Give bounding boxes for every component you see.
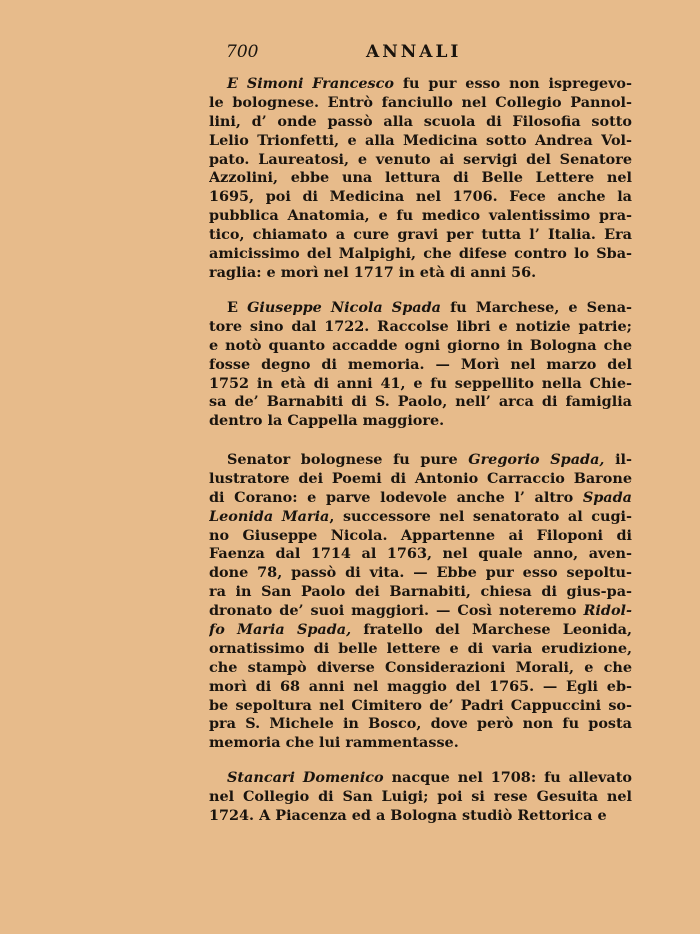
italic-name: fo Maria Spada,	[209, 621, 352, 639]
text-run: pato. Laureatosi, e venuto ai servigi del Senatore	[209, 150, 632, 168]
text-line	[209, 412, 632, 431]
text-line	[209, 489, 632, 508]
text-run: Faenza dal 1714 al 1763, nel quale anno, aven-	[209, 545, 632, 563]
text-line	[209, 564, 632, 583]
text-run: fosse degno di memoria. — Morì nel marzo del	[209, 355, 632, 373]
text-run: memoria che lui rammentasse.	[209, 734, 459, 752]
text-run: , successore nel senatorato al cugi-	[329, 507, 632, 525]
text-run: done 78, passò di vita. — Ebbe pur esso sepoltu-	[209, 564, 632, 582]
text-run: tico, chiamato a cure gravi per tutta l’ Italia. Era	[209, 226, 632, 244]
text-run: ornatissimo di belle lettere e di varia erudizione,	[209, 639, 632, 657]
text-line	[209, 659, 632, 678]
text-run: fratello del Marchese Leonida,	[351, 621, 632, 639]
paragraph-simoni	[209, 75, 632, 283]
page-number: 700	[226, 42, 259, 62]
paragraph-giuseppe-spada	[209, 299, 632, 431]
text-run: Azzolini, ebbe una lettura di Belle Lettere nel	[209, 169, 632, 187]
text-run: ra in San Paolo dei Barnabiti, chiesa di gius-pa-	[209, 583, 632, 601]
text-line	[209, 151, 632, 170]
text-line	[209, 356, 632, 375]
text-line	[209, 169, 632, 188]
text-line	[209, 678, 632, 697]
text-line	[209, 264, 632, 283]
running-head: ANNALI	[366, 42, 462, 62]
text-line	[209, 207, 632, 226]
text-run: 1724. A Piacenza ed a Bologna studiò Rettorica e	[209, 806, 607, 824]
text-run: Senator bolognese fu pure	[227, 451, 469, 468]
text-line	[209, 375, 632, 394]
text-run: di Corano: e parve lodevole anche l’ altro	[209, 488, 583, 506]
text-line	[209, 769, 632, 788]
text-line	[209, 527, 632, 546]
italic-name: Spada	[582, 488, 632, 506]
text-line	[209, 132, 632, 151]
text-run: no Giuseppe Nicola. Appartenne ai Filoponi di	[209, 526, 632, 544]
text-line	[209, 318, 632, 337]
text-line	[209, 451, 632, 470]
text-line	[209, 299, 632, 318]
text-run: 1752 in età di anni 41, e fu seppellito nella Chie-	[209, 374, 632, 392]
text-run: fu pur esso non ispregevo-	[394, 75, 632, 92]
text-line	[209, 788, 632, 807]
text-run: tore sino dal 1722. Raccolse libri e notizie patrie;	[209, 317, 632, 335]
text-line	[209, 545, 632, 564]
text-run: che stampò diverse Considerazioni Morali, e che	[209, 658, 632, 676]
text-line	[209, 602, 632, 621]
text-line	[209, 393, 632, 412]
text-line	[209, 621, 632, 640]
text-line	[209, 807, 632, 826]
text-line	[209, 337, 632, 356]
text-run: E	[227, 299, 248, 316]
text-run: 1695, poi di Medicina nel 1706. Fece anche la	[209, 188, 632, 206]
italic-name: Ridol-	[583, 602, 632, 620]
text-line	[209, 715, 632, 734]
text-line	[209, 75, 632, 94]
text-run: be sepoltura nel Cimitero de’ Padri Cappuccini so-	[209, 696, 632, 714]
italic-name: Leonida Maria	[209, 507, 330, 525]
text-line	[209, 508, 632, 527]
text-line	[209, 583, 632, 602]
text-line	[209, 470, 632, 489]
paragraph-stancari	[209, 769, 632, 826]
text-run: dentro la Cappella maggiore.	[209, 412, 445, 430]
text-run: pra S. Michele in Bosco, dove però non fu posta	[209, 715, 632, 733]
text-run: lini, d’ onde passò alla scuola di Filosofia sotto	[209, 112, 632, 130]
text-run: fu Marchese, e Sena-	[440, 299, 632, 316]
text-line	[209, 697, 632, 716]
text-run: nacque nel 1708: fu allevato	[383, 769, 632, 786]
text-run: dronato de’ suoi maggiori. — Così noteremo	[209, 602, 584, 620]
text-line	[209, 226, 632, 245]
text-run: raglia: e morì nel 1717 in età di anni 56.	[209, 263, 537, 281]
italic-name: Gregorio Spada,	[468, 451, 605, 468]
text-run: pubblica Anatomia, e fu medico valentissimo pra-	[209, 207, 632, 225]
text-line	[209, 94, 632, 113]
italic-name: Stancari Domenico	[227, 769, 384, 786]
text-line	[209, 734, 632, 753]
text-run: lustratore dei Poemi di Antonio Carraccio Barone	[209, 469, 632, 487]
text-run: morì di 68 anni nel maggio del 1765. — Egli eb-	[209, 677, 632, 695]
text-line	[209, 245, 632, 264]
text-line	[209, 113, 632, 132]
text-run: il-	[604, 451, 632, 468]
italic-name: Giuseppe Nicola Spada	[247, 299, 441, 316]
text-run: le bolognese. Entrò fanciullo nel Collegio Pannol-	[209, 93, 632, 111]
text-run: nel Collegio di San Luigi; poi si rese Gesuita nel	[209, 787, 632, 805]
text-run: amicissimo del Malpighi, che difese contro lo Sba-	[209, 245, 632, 263]
text-run: e notò quanto accadde ogni giorno in Bologna che	[209, 336, 632, 354]
text-line	[209, 188, 632, 207]
text-line	[209, 640, 632, 659]
page-header	[226, 42, 476, 64]
text-run: sa de’ Barnabiti di S. Paolo, nell’ arca di famiglia	[209, 393, 632, 411]
paragraph-gregorio-spada	[209, 451, 632, 753]
italic-name: E Simoni Francesco	[227, 75, 394, 92]
text-run: Lelio Trionfetti, e alla Medicina sotto Andrea Vol-	[209, 131, 632, 149]
